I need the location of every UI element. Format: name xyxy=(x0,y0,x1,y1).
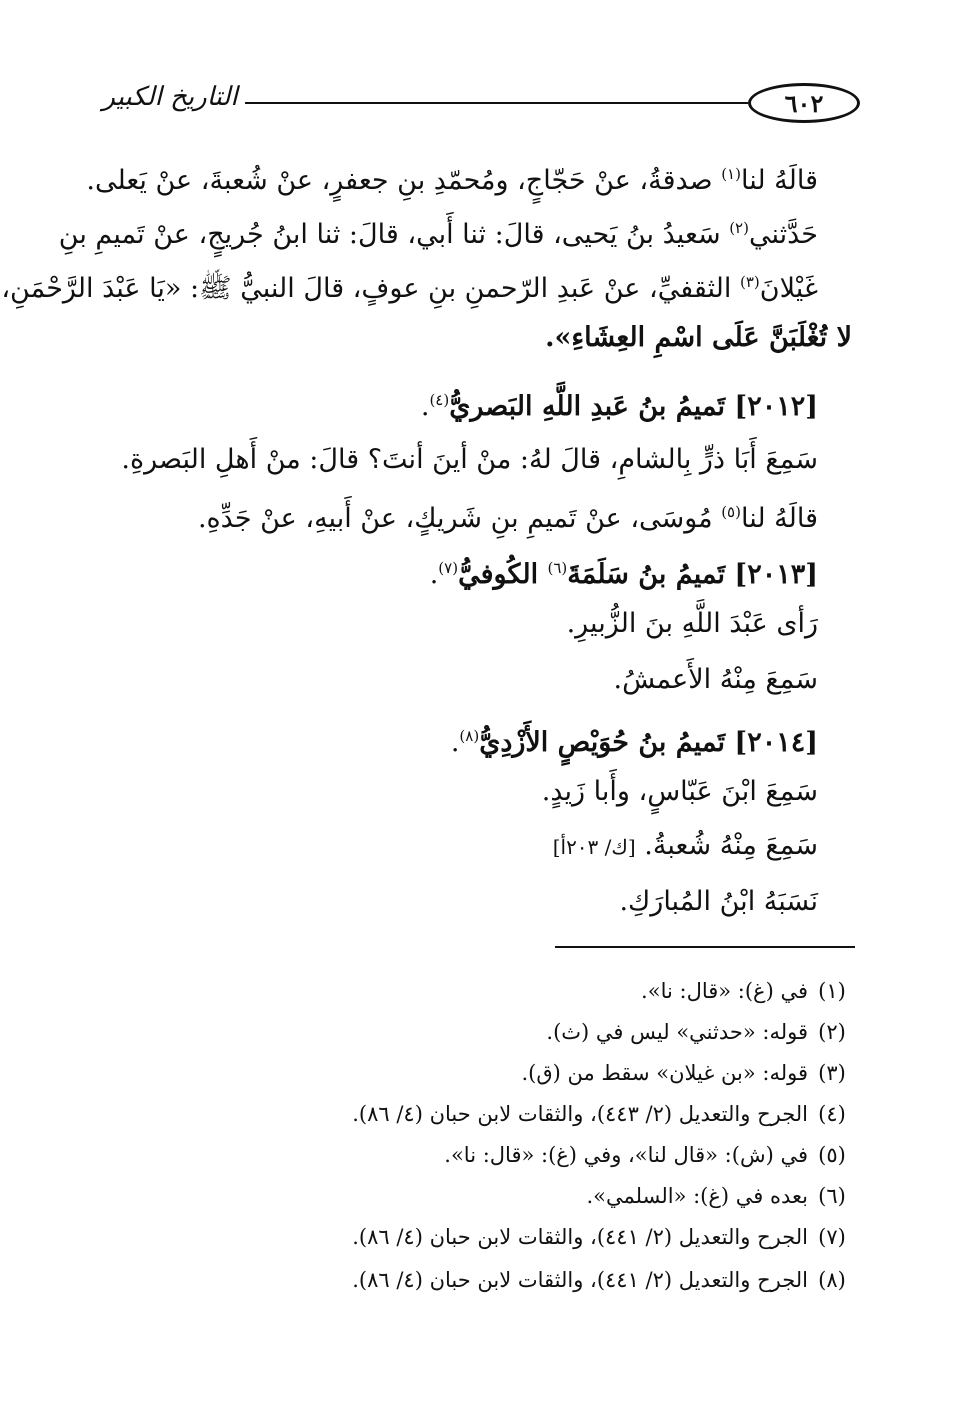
footnote-ref: (٣) xyxy=(740,273,760,291)
text-line xyxy=(619,882,818,922)
footnote-text: الجرح والتعديل (٢/ ٤٤٣)، والثقات لابن حبان (٤/ ٨٦). xyxy=(352,1102,808,1126)
entry-title: [٢٠١٢] تَميمُ بنُ عَبدِ اللَّهِ البَصريُّ xyxy=(449,391,818,422)
text-span: مُوسَى، عنْ تَميمِ بنِ شَريكٍ، عنْ أَبيهِ، عنْ جَدِّهِ. xyxy=(197,503,722,534)
footnote-ref: (٧) xyxy=(438,559,459,577)
footnote-separator xyxy=(555,946,855,948)
text-span: قالَهُ لنا xyxy=(740,503,818,534)
text-line xyxy=(58,208,818,255)
text-span: لا تُغْلَبَنَّ عَلَى اسْمِ العِشَاءِ». xyxy=(545,322,852,353)
footnote xyxy=(546,1017,856,1047)
text-span: . xyxy=(429,559,439,590)
footnote-text: الجرح والتعديل (٢/ ٤٤١)، والثقات لابن حبان (٤/ ٨٦). xyxy=(352,1225,808,1249)
text-span: رَأى عَبْدَ اللَّهِ بنَ الزُّبيرِ. xyxy=(566,608,818,639)
text-span: . xyxy=(450,727,460,758)
footnote-text: قوله: «حدثني» ليس في (ث). xyxy=(546,1020,808,1044)
footnote-ref: (١) xyxy=(721,165,741,183)
footnote xyxy=(352,1222,856,1252)
footnote-number: (١) xyxy=(818,979,846,1003)
entry-title: الكُوفيُّ xyxy=(458,559,548,590)
footnote-ref: (٨) xyxy=(459,727,480,745)
text-span: سَمِعَ مِنْهُ شُعبةُ. xyxy=(644,830,818,861)
footnote-text: في (غ): «قال: نا». xyxy=(641,979,808,1003)
footnote-ref: (٦) xyxy=(547,559,568,577)
footnote xyxy=(444,1140,856,1170)
text-line xyxy=(1,262,818,309)
text-span: نَسَبَهُ ابْنُ المُبارَكِ. xyxy=(619,886,818,917)
footnote-text: بعده في (غ): «السلمي». xyxy=(586,1184,808,1208)
entry-heading-2012 xyxy=(421,380,818,427)
text-span: غَيْلانَ xyxy=(759,273,818,304)
text-line xyxy=(542,772,818,812)
text-line xyxy=(86,154,818,201)
text-line xyxy=(198,492,818,539)
footnote-text: قوله: «بن غيلان» سقط من (ق). xyxy=(521,1061,808,1085)
footnote-number: (٥) xyxy=(818,1143,846,1167)
text-line xyxy=(553,826,818,867)
footnote xyxy=(521,1058,856,1088)
header-rule xyxy=(245,102,748,104)
entry-heading-2014 xyxy=(451,716,818,763)
footnote-ref: (٤) xyxy=(429,391,450,409)
text-span: سَعيدُ بنُ يَحيى، قالَ: ثنا أَبي، قالَ: ثنا ابنُ جُريجٍ، عنْ تَميمِ بنِ xyxy=(58,219,730,250)
footnote xyxy=(352,1099,856,1129)
footnote-ref: (٥) xyxy=(721,503,741,521)
text-line xyxy=(545,318,852,358)
footnote-number: (٦) xyxy=(818,1184,846,1208)
text-line xyxy=(567,604,818,644)
footnote-number: (٣) xyxy=(818,1061,846,1085)
text-span: قالَهُ لنا xyxy=(740,165,818,196)
footnote xyxy=(352,1265,856,1295)
entry-heading-2013 xyxy=(430,548,818,595)
footnote-number: (٢) xyxy=(818,1020,846,1044)
text-span: . xyxy=(420,391,430,422)
footnote xyxy=(587,1181,857,1211)
text-span: الثقفيِّ، عنْ عَبدِ الرّحمنِ بنِ عوفٍ، قالَ النبيُّ ﷺ: «يَا عَبْدَ الرَّحْمَنِ، xyxy=(1,273,740,304)
footnote-text: في (ش): «قال لنا»، وفي (غ): «قال: نا». xyxy=(444,1143,808,1167)
text-span: صدقةُ، عنْ حَجّاجٍ، ومُحمّدِ بنِ جعفرٍ، عنْ شُعبةَ، عنْ يَعلى. xyxy=(86,165,722,196)
entry-title: [٢٠١٣] تَميمُ بنُ سَلَمَةَ xyxy=(567,559,818,590)
footnote-ref: (٢) xyxy=(729,219,749,237)
page-number: ٦٠٢ xyxy=(748,83,860,123)
footnote-number: (٤) xyxy=(818,1102,846,1126)
text-span: سَمِعَ ابْنَ عَبّاسٍ، وأَبا زَيدٍ. xyxy=(541,776,818,807)
text-line xyxy=(121,440,818,480)
text-span: سَمِعَ أَبَا ذرٍّ بِالشامِ، قالَ لهُ: منْ أينَ أنتَ؟ قالَ: منْ أَهلِ البَصرةِ. xyxy=(121,444,818,475)
entry-title: [٢٠١٤] تَميمُ بنُ حُوَيْصٍ الأَزْدِيُّ xyxy=(479,727,818,758)
footnote-number: (٨) xyxy=(818,1268,846,1292)
text-span: حَدَّثني xyxy=(748,219,818,250)
text-span: سَمِعَ مِنْهُ الأَعمشُ. xyxy=(613,664,818,695)
footnote-number: (٧) xyxy=(818,1225,846,1249)
text-line xyxy=(614,660,818,700)
page-header xyxy=(100,80,860,130)
manuscript-ref: [ك/ ٢٠٣أ] xyxy=(552,835,636,859)
book-title: التاريخ الكبير xyxy=(102,82,238,112)
footnote xyxy=(641,976,856,1006)
footnote-text: الجرح والتعديل (٢/ ٤٤١)، والثقات لابن حبان (٤/ ٨٦). xyxy=(352,1268,808,1292)
